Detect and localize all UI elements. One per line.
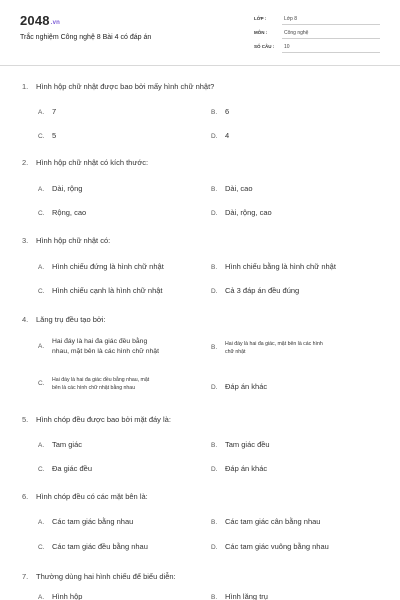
logo-suffix: .vn (50, 20, 61, 26)
option-text-line: Hai đáy là hai đa giác, mặt bên là các hình (225, 341, 323, 347)
option-text: Dài, rộng (52, 184, 83, 193)
option-label: D. (211, 544, 218, 551)
answer-option-c[interactable] (38, 376, 149, 392)
option-label: A. (38, 442, 45, 449)
answer-option-b[interactable] (211, 592, 268, 600)
option-label: D. (211, 466, 218, 473)
answer-option-b[interactable] (211, 262, 336, 271)
meta-class-value: Lớp 8 (284, 16, 298, 22)
option-label: C. (38, 210, 45, 217)
meta-count (254, 42, 380, 53)
question-text (22, 236, 110, 245)
question-text (22, 315, 106, 324)
answer-option-d[interactable] (211, 464, 267, 473)
answer-option-c[interactable] (38, 542, 148, 551)
answer-option-b[interactable] (211, 184, 253, 193)
divider (282, 24, 380, 25)
question-number: 2. (22, 158, 29, 167)
option-label: D. (211, 210, 218, 217)
answer-option-b[interactable] (211, 440, 270, 449)
meta-subject-key: MÔN : (254, 30, 268, 35)
question-text (22, 158, 148, 167)
question-number: 4. (22, 315, 29, 324)
option-label: A. (38, 519, 45, 526)
question-text (22, 82, 214, 91)
option-label: C. (38, 288, 45, 295)
option-label: A. (38, 264, 45, 271)
question-prompt: Hình chóp đều có các mặt bên là: (36, 492, 148, 501)
question-prompt: Hình hộp chữ nhật có kích thước: (36, 158, 149, 167)
answer-option-c[interactable] (38, 286, 163, 295)
option-text: 6 (225, 107, 230, 116)
answer-option-d[interactable] (211, 208, 272, 217)
meta-class (254, 14, 380, 25)
question-prompt: Hình chóp đều được bao bởi mặt đáy là: (36, 415, 171, 424)
answer-option-a[interactable] (38, 337, 159, 357)
option-label: B. (211, 344, 218, 351)
answer-option-c[interactable] (38, 131, 56, 140)
option-text: 4 (225, 131, 230, 140)
answer-option-c[interactable] (38, 208, 86, 217)
option-text: Hình lăng trụ (225, 592, 268, 600)
option-label: C. (38, 466, 45, 473)
option-text: Các tam giác vuông bằng nhau (225, 542, 329, 551)
meta-class-key: LỚP : (254, 16, 267, 21)
answer-option-a[interactable] (38, 517, 133, 526)
option-label: D. (211, 288, 218, 295)
option-label: B. (211, 519, 218, 526)
question-number: 1. (22, 82, 29, 91)
question-text (22, 492, 148, 501)
question-number: 3. (22, 236, 29, 245)
meta-count-value: 10 (284, 44, 290, 50)
option-label: C. (38, 380, 45, 387)
answer-option-a[interactable] (38, 107, 56, 116)
answer-option-a[interactable] (38, 440, 82, 449)
option-text: Đáp án khác (225, 382, 268, 391)
site-logo[interactable] (20, 13, 60, 28)
option-label: A. (38, 594, 45, 600)
logo-main: 2048 (20, 13, 50, 28)
meta-subject-value: Công nghệ (284, 30, 309, 36)
option-label: B. (211, 442, 218, 449)
option-text: Đa giác đều (52, 464, 93, 473)
option-label: D. (211, 384, 218, 391)
option-text: Hình chiếu bằng là hình chữ nhật (225, 262, 336, 271)
divider (282, 38, 380, 39)
question-number: 7. (22, 572, 29, 581)
option-text: Các tam giác đều bằng nhau (52, 542, 148, 551)
question-prompt: Lăng trụ đều tạo bởi: (36, 315, 106, 324)
question-prompt: Hình hộp chữ nhật được bao bởi mấy hình chữ nhật? (36, 82, 215, 91)
option-text: Cả 3 đáp án đều đúng (225, 286, 300, 295)
option-label: B. (211, 264, 218, 271)
answer-option-d[interactable] (211, 286, 299, 295)
question-number: 5. (22, 415, 29, 424)
question-prompt: Hình hộp chữ nhật có: (36, 236, 111, 245)
page-title: Trắc nghiệm Công nghệ 8 Bài 4 có đáp án (20, 34, 152, 41)
answer-option-b[interactable] (211, 107, 229, 116)
answer-option-d[interactable] (211, 131, 229, 140)
option-text-line: nhau, mặt bên là các hình chữ nhật (52, 348, 159, 355)
option-label: B. (211, 109, 218, 116)
answer-option-c[interactable] (38, 464, 92, 473)
divider (282, 52, 380, 53)
option-text-line: bên là các hình chữ nhật bằng nhau (52, 385, 136, 391)
question-prompt: Thường dùng hai hình chiếu để biểu diễn: (36, 572, 176, 581)
option-text: Dài, rộng, cao (225, 208, 272, 217)
option-text: 5 (52, 131, 57, 140)
answer-option-a[interactable] (38, 184, 82, 193)
option-label: A. (38, 186, 45, 193)
answer-option-a[interactable] (38, 592, 82, 600)
option-label: D. (211, 133, 218, 140)
answer-option-d[interactable] (211, 542, 329, 551)
question-number: 6. (22, 492, 29, 501)
answer-option-a[interactable] (38, 262, 164, 271)
option-text: Rộng, cao (52, 208, 87, 217)
option-text: Hình chiếu đứng là hình chữ nhật (52, 262, 164, 271)
option-text-line: Hai đáy là hai đa giác đều bằng nhau, mặt (52, 377, 150, 383)
option-text-line: Hai đáy là hai đa giác đều bằng (52, 338, 148, 345)
option-text: Đáp án khác (225, 464, 268, 473)
option-text: Tam giác (52, 440, 83, 449)
option-text-line: chữ nhật (225, 349, 246, 355)
option-label: C. (38, 133, 45, 140)
option-label: A. (38, 343, 45, 350)
option-text: Các tam giác cân bằng nhau (225, 517, 321, 526)
option-label: B. (211, 186, 218, 193)
option-text: Hình chiếu cạnh là hình chữ nhật (52, 286, 163, 295)
question-text (22, 415, 171, 424)
answer-option-d[interactable] (211, 382, 267, 391)
question-text (22, 572, 176, 581)
option-label: C. (38, 544, 45, 551)
option-text: 7 (52, 107, 57, 116)
meta-count-key: SỐ CÂU : (254, 44, 275, 49)
option-label: B. (211, 594, 218, 600)
option-text: Các tam giác bằng nhau (52, 517, 134, 526)
option-text: Dài, cao (225, 184, 253, 193)
option-text: Hình hộp (52, 592, 83, 600)
answer-option-b[interactable] (211, 340, 323, 356)
page-header (0, 0, 400, 66)
option-label: A. (38, 109, 45, 116)
meta-subject (254, 28, 380, 39)
answer-option-b[interactable] (211, 517, 320, 526)
option-text: Tam giác đều (225, 440, 270, 449)
